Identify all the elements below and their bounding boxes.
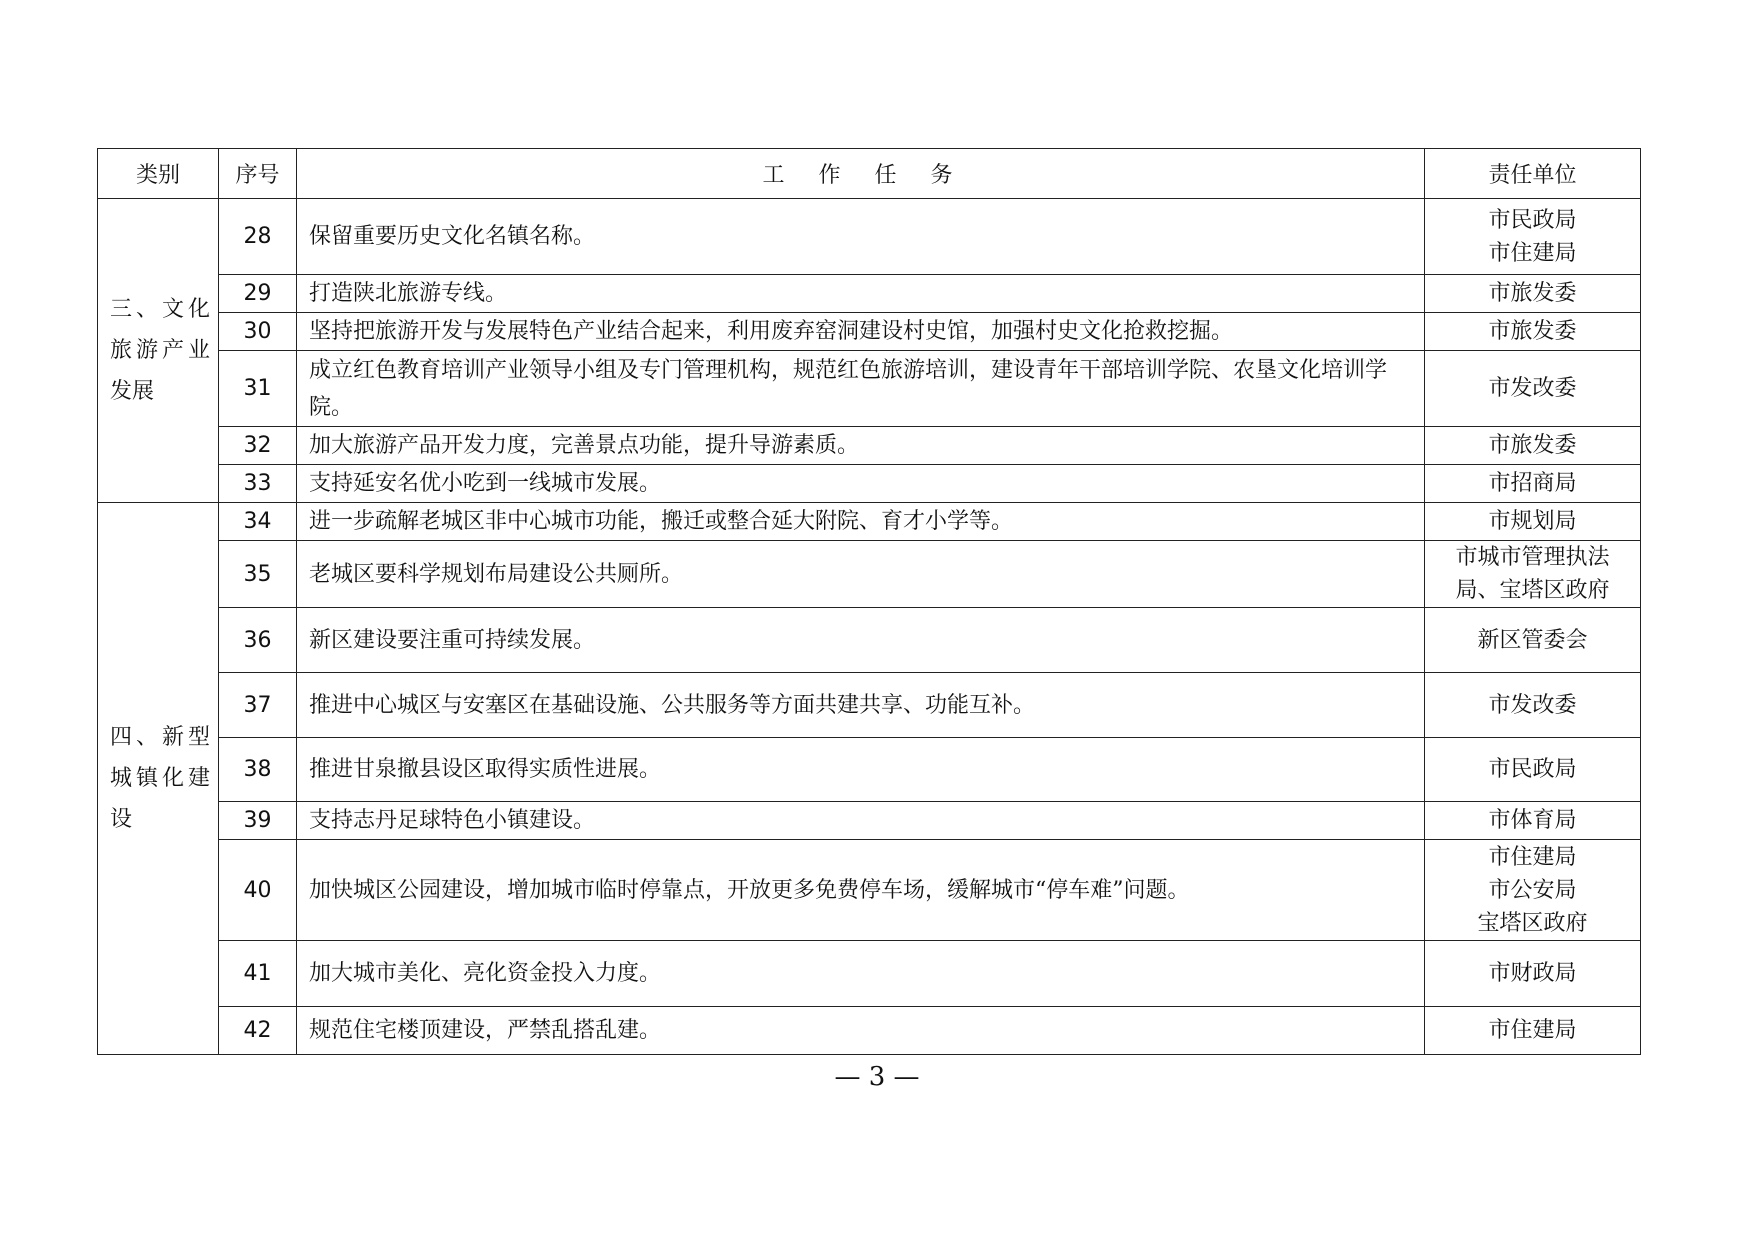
table-row [98,313,1641,351]
task-text: 支持志丹足球特色小镇建设。 [297,802,1425,840]
header-task: 工 作 任 务 [297,149,1425,199]
task-text: 加大城市美化、亮化资金投入力度。 [297,941,1425,1007]
responsible-unit [1425,275,1641,313]
row-number: 38 [219,738,297,802]
row-number: 35 [219,541,297,608]
task-text: 成立红色教育培训产业领导小组及专门管理机构，规范红色旅游培训，建设青年干部培训学院、农垦文化培训学院。 [297,351,1425,427]
category-cell: 三、文化旅游产业发展 [98,199,219,503]
table-row [98,802,1641,840]
task-text: 新区建设要注重可持续发展。 [297,608,1425,673]
row-number: 36 [219,608,297,673]
unit-line: 市体育局 [1488,808,1577,833]
table-row [98,1007,1641,1055]
unit-line: 市招商局 [1488,471,1577,496]
table-body [98,199,1641,1055]
row-number: 40 [219,840,297,941]
table-row [98,673,1641,738]
responsible-unit [1425,503,1641,541]
task-text: 保留重要历史文化名镇名称。 [297,199,1425,275]
table-row [98,199,1641,275]
task-text: 加大旅游产品开发力度，完善景点功能，提升导游素质。 [297,427,1425,465]
task-text: 坚持把旅游开发与发展特色产业结合起来，利用废弃窑洞建设村史馆，加强村史文化抢救挖掘。 [297,313,1425,351]
row-number: 42 [219,1007,297,1055]
table-row [98,427,1641,465]
unit-line: 新区管委会 [1477,627,1588,653]
unit-line: 市民政局 [1488,757,1577,782]
unit-line: 市住建局 [1488,844,1577,870]
row-number: 33 [219,465,297,503]
unit-line: 市财政局 [1488,961,1577,986]
table-row [98,608,1641,673]
task-text: 进一步疏解老城区非中心城市功能，搬迁或整合延大附院、育才小学等。 [297,503,1425,541]
responsible-unit [1425,802,1641,840]
table-row [98,840,1641,941]
unit-line: 局、宝塔区政府 [1455,578,1610,603]
table-row [98,541,1641,608]
task-text: 老城区要科学规划布局建设公共厕所。 [297,541,1425,608]
unit-line: 市民政局 [1488,207,1577,233]
responsible-unit [1425,608,1641,673]
unit-line: 市规划局 [1488,509,1577,534]
header-number: 序号 [219,149,297,199]
responsible-unit [1425,1007,1641,1055]
responsible-unit [1425,465,1641,503]
task-text: 支持延安名优小吃到一线城市发展。 [297,465,1425,503]
unit-line: 市旅发委 [1488,319,1577,344]
task-text: 打造陕北旅游专线。 [297,275,1425,313]
row-number: 30 [219,313,297,351]
category-cell: 四、新型城镇化建设 [98,503,219,1055]
responsible-unit [1425,673,1641,738]
responsible-unit [1425,541,1641,608]
row-number: 39 [219,802,297,840]
responsible-unit [1425,199,1641,275]
unit-line: 市城市管理执法 [1455,545,1610,570]
task-text: 加快城区公园建设，增加城市临时停靠点，开放更多免费停车场，缓解城市“停车难”问题。 [297,840,1425,941]
unit-line: 市旅发委 [1488,281,1577,306]
table-row [98,941,1641,1007]
unit-line: 市住建局 [1488,1018,1577,1043]
row-number: 37 [219,673,297,738]
table-row [98,503,1641,541]
table-row [98,275,1641,313]
task-text: 规范住宅楼顶建设，严禁乱搭乱建。 [297,1007,1425,1055]
row-number: 29 [219,275,297,313]
task-table [97,148,1641,1055]
page-number: — 3 — [834,1062,920,1092]
row-number: 41 [219,941,297,1007]
unit-line: 市公安局 [1488,877,1577,903]
task-text: 推进中心城区与安塞区在基础设施、公共服务等方面共建共享、功能互补。 [297,673,1425,738]
header-category: 类别 [98,149,219,199]
unit-line: 宝塔区政府 [1477,910,1588,936]
table-row [98,738,1641,802]
responsible-unit [1425,313,1641,351]
table-row [98,351,1641,427]
row-number: 32 [219,427,297,465]
row-number: 28 [219,199,297,275]
responsible-unit [1425,427,1641,465]
row-number: 31 [219,351,297,427]
unit-line: 市住建局 [1488,240,1577,266]
responsible-unit [1425,738,1641,802]
task-text: 推进甘泉撤县设区取得实质性进展。 [297,738,1425,802]
responsible-unit [1425,840,1641,941]
table-header-row [98,149,1641,199]
header-unit: 责任单位 [1425,149,1641,199]
unit-line: 市发改委 [1488,376,1577,401]
row-number: 34 [219,503,297,541]
unit-line: 市旅发委 [1488,433,1577,458]
responsible-unit [1425,941,1641,1007]
unit-line: 市发改委 [1488,692,1577,718]
responsible-unit [1425,351,1641,427]
table-row [98,465,1641,503]
